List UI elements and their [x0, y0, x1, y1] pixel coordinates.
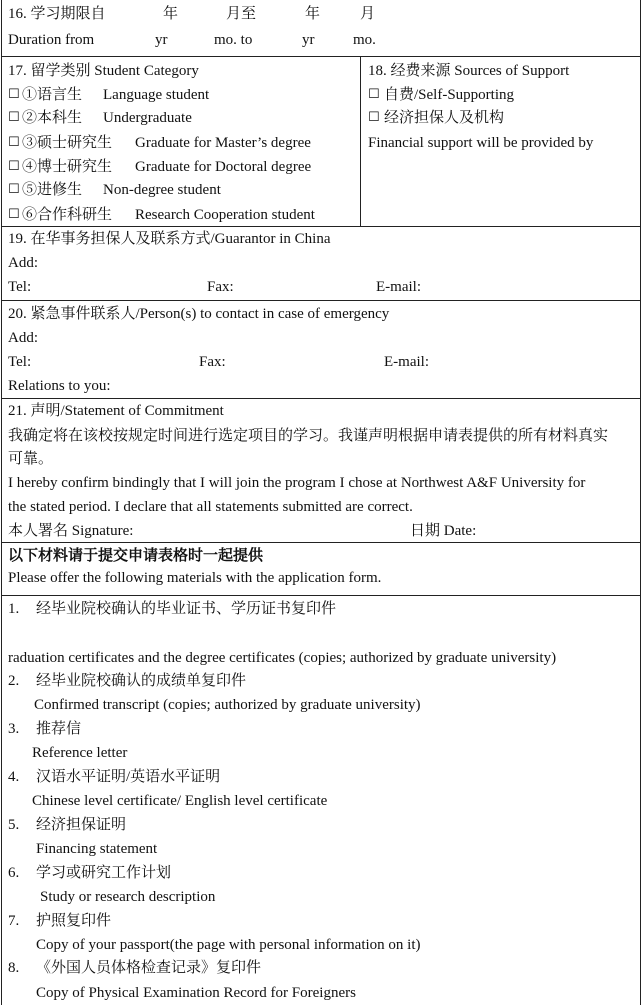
guarantor-email-label: E-mail:: [376, 279, 421, 295]
category-zh: ③硕士研究生: [22, 135, 113, 151]
row-divider-materials: [1, 595, 641, 596]
emergency-title: 20. 紧急事件联系人/Person(s) to contact in case of emergency: [8, 306, 390, 322]
emergency-relations-label: Relations to you:: [8, 378, 111, 394]
list-item-en: Copy of your passport(the page with personal information on it): [36, 937, 421, 953]
list-item-number: 5.: [8, 817, 20, 833]
row-divider-19: [1, 300, 641, 301]
duration-label-en: Duration from: [8, 32, 95, 48]
list-item-number: 3.: [8, 721, 20, 737]
checkbox-doctoral[interactable]: ☐: [8, 159, 20, 174]
statement-en-line1: I hereby confirm bindingly that I will join the program I chose at Northwest A&F University for: [8, 475, 586, 491]
checkbox-research-cooperation[interactable]: ☐: [8, 207, 20, 222]
support-title: 18. 经费来源 Sources of Support: [368, 63, 570, 79]
list-item-en: Financing statement: [36, 841, 158, 857]
row-divider-20: [1, 398, 641, 399]
materials-heading-zh: 以下材料请于提交申请表格时一起提供: [8, 546, 264, 564]
emergency-address-label: Add:: [8, 330, 38, 346]
category-en: Graduate for Doctoral degree: [135, 159, 312, 175]
guarantor-fax-label: Fax:: [207, 279, 234, 295]
emergency-tel-label: Tel:: [8, 354, 32, 370]
list-item-number: 2.: [8, 673, 20, 689]
statement-en-line2: the stated period. I declare that all statements submitted are correct.: [8, 499, 413, 515]
category-zh: ①语言生: [22, 87, 83, 103]
duration-yr-en: yr: [155, 32, 168, 48]
statement-title: 21. 声明/Statement of Commitment: [8, 403, 224, 419]
materials-heading-en: Please offer the following materials with the application form.: [8, 570, 382, 586]
list-item-zh: 经毕业院校确认的毕业证书、学历证书复印件: [36, 601, 337, 617]
category-en: Language student: [103, 87, 210, 103]
list-item-en: Copy of Physical Examination Record for Foreigners: [36, 985, 356, 1001]
duration-year-zh: 年: [163, 6, 179, 22]
category-zh: ②本科生: [22, 110, 83, 126]
table-border-right: [640, 0, 641, 1005]
emergency-fax-label: Fax:: [199, 354, 226, 370]
checkbox-non-degree[interactable]: ☐: [8, 182, 20, 197]
list-item-zh: 护照复印件: [36, 913, 112, 929]
list-item-zh: 《外国人员体格检查记录》复印件: [36, 960, 262, 976]
duration-month2-zh: 月: [360, 6, 376, 22]
row-divider-21: [1, 542, 641, 543]
statement-zh-line2: 可靠。: [8, 451, 54, 467]
list-item-en: Study or research description: [40, 889, 216, 905]
guarantor-address-label: Add:: [8, 255, 38, 271]
list-item-number: 4.: [8, 769, 20, 785]
duration-label-zh: 16. 学习期限自: [8, 6, 106, 22]
list-item-zh: 经毕业院校确认的成绩单复印件: [36, 673, 247, 689]
support-guarantor-label: 经济担保人及机构: [384, 110, 505, 126]
support-provided-by: Financial support will be provided by: [368, 135, 594, 151]
category-zh: ⑥合作科研生: [22, 207, 113, 223]
list-item-zh: 学习或研究工作计划: [36, 865, 172, 881]
category-en: Undergraduate: [103, 110, 192, 126]
duration-month-to-zh: 月至: [226, 6, 257, 22]
list-item-en: Chinese level certificate/ English level certificate: [32, 793, 328, 809]
row-divider-17: [1, 226, 641, 227]
list-item-number: 8.: [8, 960, 20, 976]
list-item-zh: 汉语水平证明/英语水平证明: [36, 769, 221, 785]
checkbox-guarantor[interactable]: ☐: [368, 110, 380, 125]
col-divider-17-18: [360, 56, 361, 226]
list-item-zh: 经济担保证明: [36, 817, 127, 833]
duration-yr2-en: yr: [302, 32, 315, 48]
guarantor-tel-label: Tel:: [8, 279, 32, 295]
row-divider-16: [1, 56, 641, 57]
date-label: 日期 Date:: [410, 523, 477, 539]
duration-mo2-en: mo.: [353, 32, 376, 48]
list-item-number: 1.: [8, 601, 20, 617]
list-item-number: 7.: [8, 913, 20, 929]
table-border-left: [1, 0, 2, 1005]
duration-mo-to-en: mo. to: [214, 32, 253, 48]
category-en: Research Cooperation student: [135, 207, 315, 223]
list-item-zh: 推荐信: [36, 721, 82, 737]
duration-year2-zh: 年: [305, 6, 321, 22]
category-en: Graduate for Master’s degree: [135, 135, 311, 151]
category-zh: ④博士研究生: [22, 159, 113, 175]
guarantor-title: 19. 在华事务担保人及联系方式/Guarantor in China: [8, 231, 331, 247]
student-category-title: 17. 留学类别 Student Category: [8, 63, 199, 79]
checkbox-masters[interactable]: ☐: [8, 135, 20, 150]
list-item-en: Confirmed transcript (copies; authorized by graduate university): [34, 697, 421, 713]
checkbox-self-supporting[interactable]: ☐: [368, 87, 380, 102]
category-en: Non-degree student: [103, 182, 221, 198]
list-item-en: raduation certificates and the degree certificates (copies; authorized by graduate university): [8, 650, 557, 666]
checkbox-language-student[interactable]: ☐: [8, 87, 20, 102]
list-item-number: 6.: [8, 865, 20, 881]
statement-zh-line1: 我确定将在该校按规定时间进行选定项目的学习。我谨声明根据申请表提供的所有材料真实: [8, 428, 609, 444]
checkbox-undergraduate[interactable]: ☐: [8, 110, 20, 125]
support-self-label: 自费/Self-Supporting: [384, 87, 514, 103]
category-zh: ⑤进修生: [22, 182, 83, 198]
signature-label: 本人署名 Signature:: [8, 523, 134, 539]
emergency-email-label: E-mail:: [384, 354, 429, 370]
list-item-en: Reference letter: [32, 745, 128, 761]
